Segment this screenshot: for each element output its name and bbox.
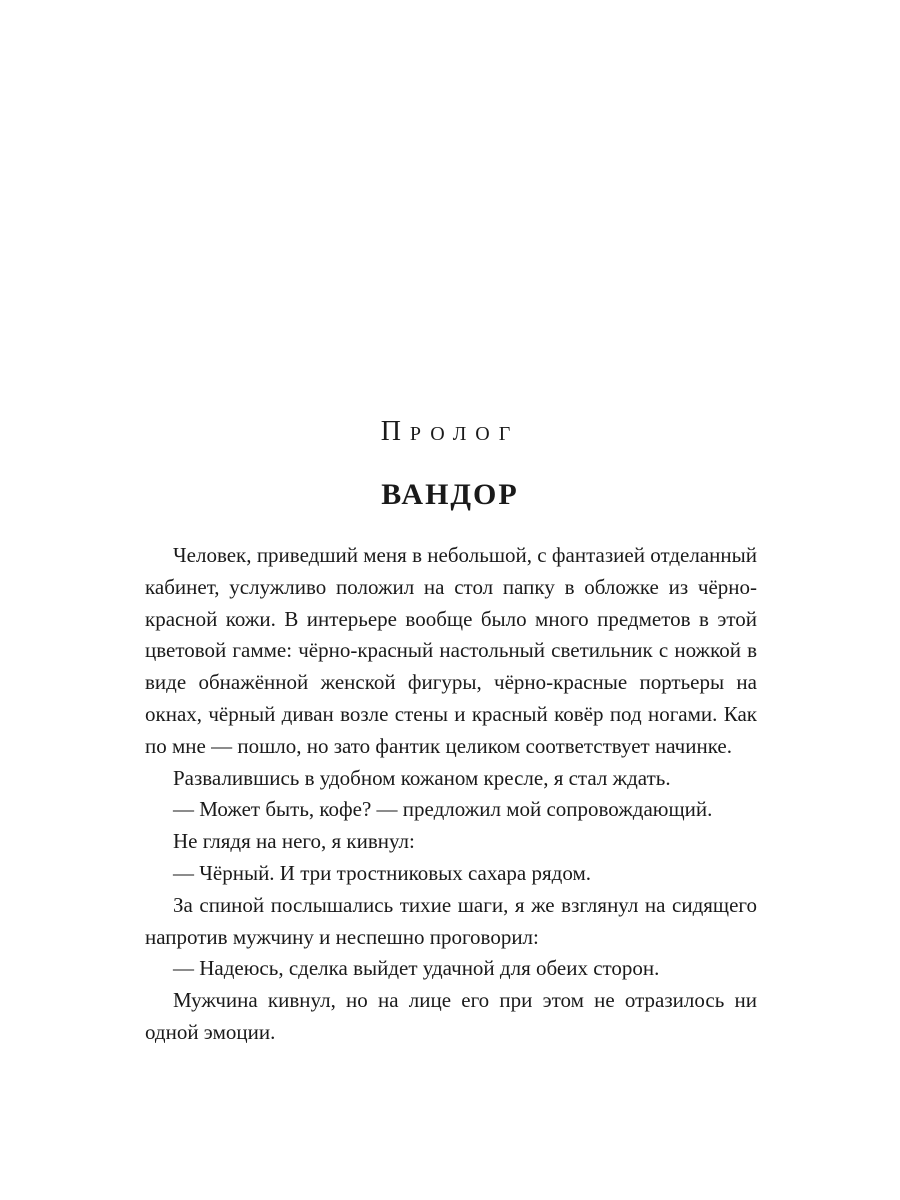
paragraph: — Надеюсь, сделка выйдет удачной для обеих сторон. bbox=[173, 956, 660, 981]
paragraph: Развалившись в удобном кожаном кресле, я стал ждать. bbox=[173, 765, 671, 790]
paragraph: Человек, приведший меня в небольшой, с фантазией отделанный кабинет, услужливо положил на стол папку в обложке из чёрно-красной кожи. В интерьере вообще было много предметов в этой цветовой гамме: чёрно-красный настольный светильник с ножкой в виде обнажённой женской фигуры, чёрно-красные портьеры на окнах, чёрный диван возле стены и красный ковёр под ногами. Как по мне — пошло, но зато фантик целиком соответствует начинке. bbox=[145, 543, 757, 758]
paragraph: — Может быть, кофе? — предложил мой сопровождающий. bbox=[173, 797, 713, 822]
paragraph: Мужчина кивнул, но на лице его при этом не отразилось ни одной эмоции. bbox=[145, 988, 757, 1044]
paragraph: За спиной послышались тихие шаги, я же взглянул на сидящего напротив мужчину и неспешно проговорил: bbox=[145, 892, 757, 949]
paragraph: Не глядя на него, я кивнул: bbox=[173, 829, 415, 854]
chapter-title: ВАНДОР bbox=[381, 478, 519, 511]
body-text bbox=[145, 540, 757, 1049]
paragraph: — Чёрный. И три тростниковых сахара рядом. bbox=[173, 860, 591, 885]
chapter-label: Пролог bbox=[380, 416, 520, 447]
